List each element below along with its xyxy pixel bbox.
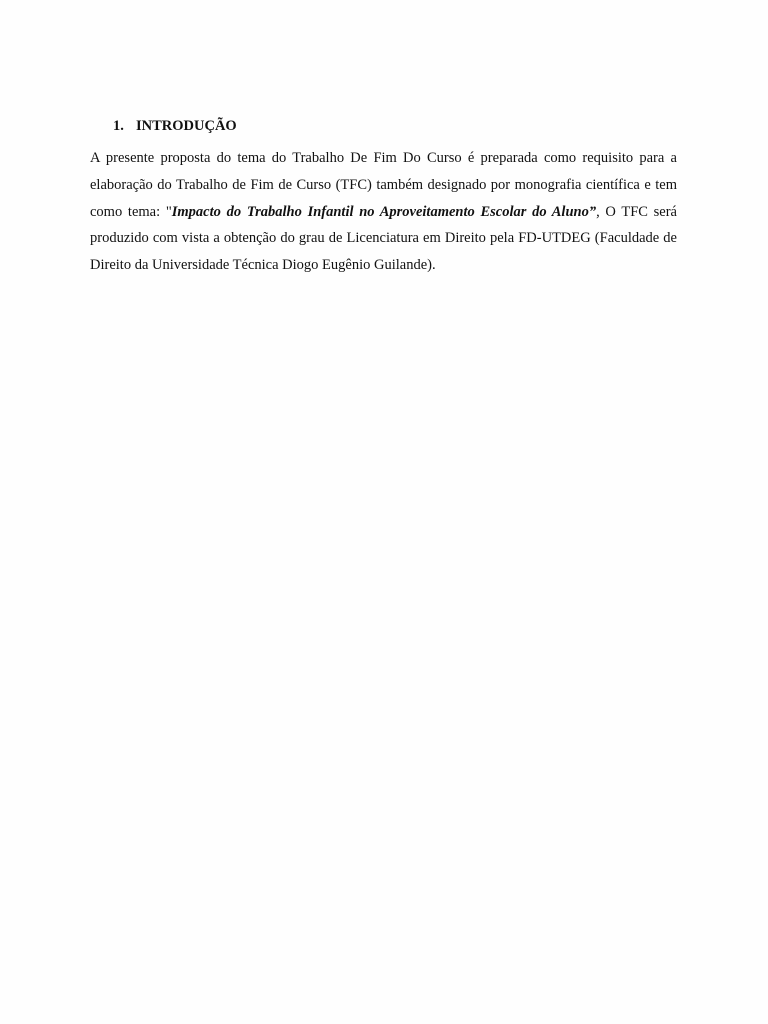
paragraph-text-after: , O TFC será produzido com vista a obtenção do grau de Licenciatura em Direito pela FD-UTDEG (Faculdade de Direito da Universidade Técnica Diogo Eugênio Guilande). (90, 203, 677, 274)
section-number: 1. (113, 118, 124, 134)
section-heading (113, 116, 237, 136)
introduction-paragraph (90, 145, 677, 279)
thesis-theme (172, 204, 596, 220)
closing-quote: ” (588, 203, 597, 220)
section-title: INTRODUÇÃO (136, 118, 237, 134)
thesis-theme-title: Impacto do Trabalho Infantil no Aproveitamento Escolar do Aluno (171, 203, 589, 220)
paragraph-text-before: A presente proposta do tema do Trabalho De Fim Do Curso é preparada como requisito para a elaboração do Trabalho de Fim de Curso (TFC) também designado por monografia científica e tem como tema: " (90, 150, 677, 220)
